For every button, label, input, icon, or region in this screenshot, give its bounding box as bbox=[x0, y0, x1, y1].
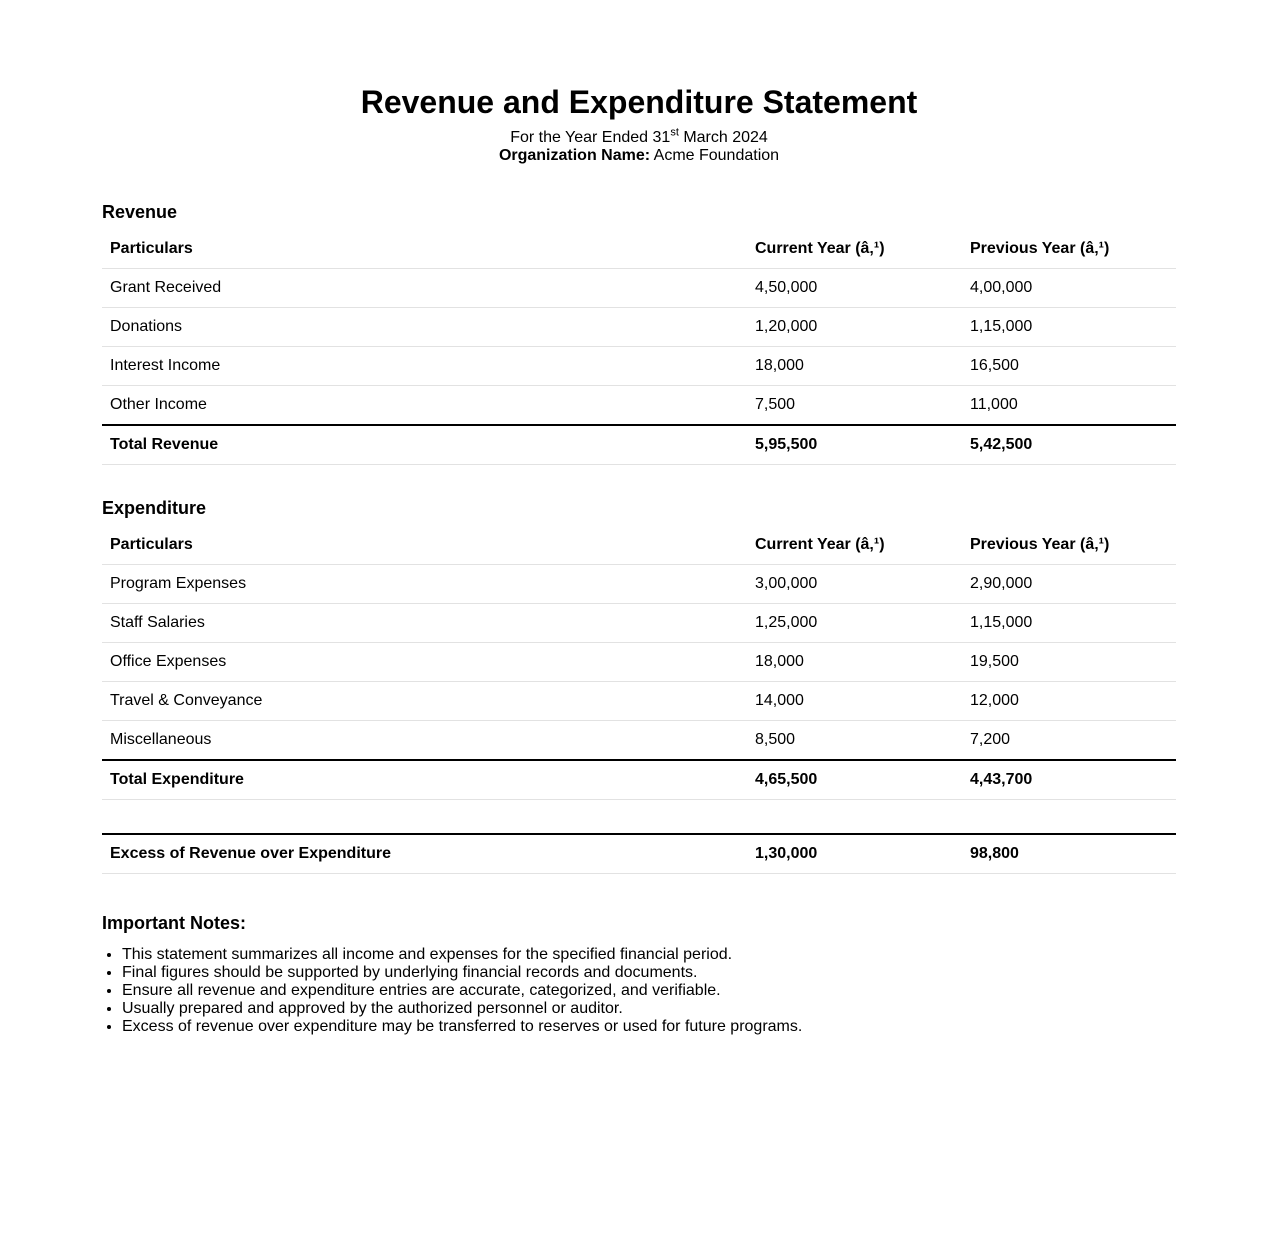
row-particular: Staff Salaries bbox=[102, 604, 747, 643]
notes-title: Important Notes: bbox=[102, 913, 246, 933]
total-revenue-row bbox=[102, 425, 1176, 465]
row-particular: Interest Income bbox=[102, 347, 747, 386]
expenditure-title: Expenditure bbox=[102, 498, 207, 518]
list-item: • Ensure all revenue and expenditure entries are accurate, categorized, and verifiable. bbox=[122, 982, 1176, 1000]
excess-previous-year: 98,800 bbox=[962, 834, 1176, 874]
list-item: • This statement summarizes all income and expenses for the specified financial period. bbox=[122, 946, 1176, 964]
period-prefix: For the Year Ended 31 bbox=[510, 129, 671, 146]
row-current-year: 3,00,000 bbox=[747, 565, 962, 604]
excess-label: Excess of Revenue over Expenditure bbox=[102, 834, 747, 874]
page-title: Revenue and Expenditure Statement bbox=[360, 84, 918, 120]
row-previous-year: 4,00,000 bbox=[962, 269, 1176, 308]
row-current-year: 1,25,000 bbox=[747, 604, 962, 643]
row-previous-year: 2,90,000 bbox=[962, 565, 1176, 604]
period-line bbox=[102, 126, 1176, 147]
row-particular: Miscellaneous bbox=[102, 721, 747, 761]
organization-label: Organization Name: bbox=[498, 147, 651, 164]
table-row bbox=[102, 565, 1176, 604]
expenditure-table bbox=[102, 526, 1176, 800]
period-superscript: st bbox=[670, 126, 679, 139]
table-row bbox=[102, 682, 1176, 721]
row-particular: Other Income bbox=[102, 386, 747, 426]
total-current-year: 4,65,500 bbox=[747, 760, 962, 800]
revenue-section bbox=[102, 201, 1176, 465]
row-current-year: 4,50,000 bbox=[747, 269, 962, 308]
revenue-table bbox=[102, 230, 1176, 465]
column-header-particulars: Particulars bbox=[102, 230, 747, 269]
table-row bbox=[102, 721, 1176, 761]
row-previous-year: 12,000 bbox=[962, 682, 1176, 721]
row-particular: Travel & Conveyance bbox=[102, 682, 747, 721]
total-label: Total Expenditure bbox=[102, 760, 747, 800]
column-header-current-year: Current Year (â‚¹) bbox=[747, 230, 962, 269]
table-header-row bbox=[102, 526, 1176, 565]
statement-page bbox=[102, 0, 1176, 1036]
organization-name: Acme Foundation bbox=[653, 147, 780, 164]
row-previous-year: 1,15,000 bbox=[962, 604, 1176, 643]
table-row bbox=[102, 643, 1176, 682]
total-label: Total Revenue bbox=[102, 425, 747, 465]
statement-header bbox=[102, 0, 1176, 165]
table-row bbox=[102, 386, 1176, 426]
revenue-title: Revenue bbox=[102, 202, 178, 222]
row-previous-year: 16,500 bbox=[962, 347, 1176, 386]
list-item: • Usually prepared and approved by the authorized personnel or auditor. bbox=[122, 1000, 1176, 1018]
row-particular: Donations bbox=[102, 308, 747, 347]
total-previous-year: 4,43,700 bbox=[962, 760, 1176, 800]
table-row bbox=[102, 604, 1176, 643]
total-previous-year: 5,42,500 bbox=[962, 425, 1176, 465]
row-current-year: 8,500 bbox=[747, 721, 962, 761]
expenditure-section bbox=[102, 497, 1176, 800]
table-header-row bbox=[102, 230, 1176, 269]
row-particular: Grant Received bbox=[102, 269, 747, 308]
row-current-year: 14,000 bbox=[747, 682, 962, 721]
total-current-year: 5,95,500 bbox=[747, 425, 962, 465]
row-particular: Program Expenses bbox=[102, 565, 747, 604]
row-current-year: 7,500 bbox=[747, 386, 962, 426]
row-current-year: 18,000 bbox=[747, 347, 962, 386]
table-row bbox=[102, 269, 1176, 308]
table-row bbox=[102, 347, 1176, 386]
excess-row bbox=[102, 834, 1176, 874]
row-current-year: 1,20,000 bbox=[747, 308, 962, 347]
column-header-previous-year: Previous Year (â‚¹) bbox=[962, 526, 1176, 565]
list-item: • Excess of revenue over expenditure may be transferred to reserves or used for future programs. bbox=[122, 1018, 1176, 1036]
column-header-particulars: Particulars bbox=[102, 526, 747, 565]
row-particular: Office Expenses bbox=[102, 643, 747, 682]
row-current-year: 18,000 bbox=[747, 643, 962, 682]
notes-list bbox=[102, 946, 1176, 1036]
list-item: • Final figures should be supported by underlying financial records and documents. bbox=[122, 964, 1176, 982]
row-previous-year: 11,000 bbox=[962, 386, 1176, 426]
excess-table bbox=[102, 833, 1176, 874]
column-header-previous-year: Previous Year (â‚¹) bbox=[962, 230, 1176, 269]
organization-line bbox=[102, 147, 1176, 165]
total-expenditure-row bbox=[102, 760, 1176, 800]
table-row bbox=[102, 308, 1176, 347]
row-previous-year: 1,15,000 bbox=[962, 308, 1176, 347]
row-previous-year: 7,200 bbox=[962, 721, 1176, 761]
excess-current-year: 1,30,000 bbox=[747, 834, 962, 874]
period-suffix: March 2024 bbox=[678, 129, 768, 146]
important-notes bbox=[102, 912, 1176, 1036]
column-header-current-year: Current Year (â‚¹) bbox=[747, 526, 962, 565]
row-previous-year: 19,500 bbox=[962, 643, 1176, 682]
